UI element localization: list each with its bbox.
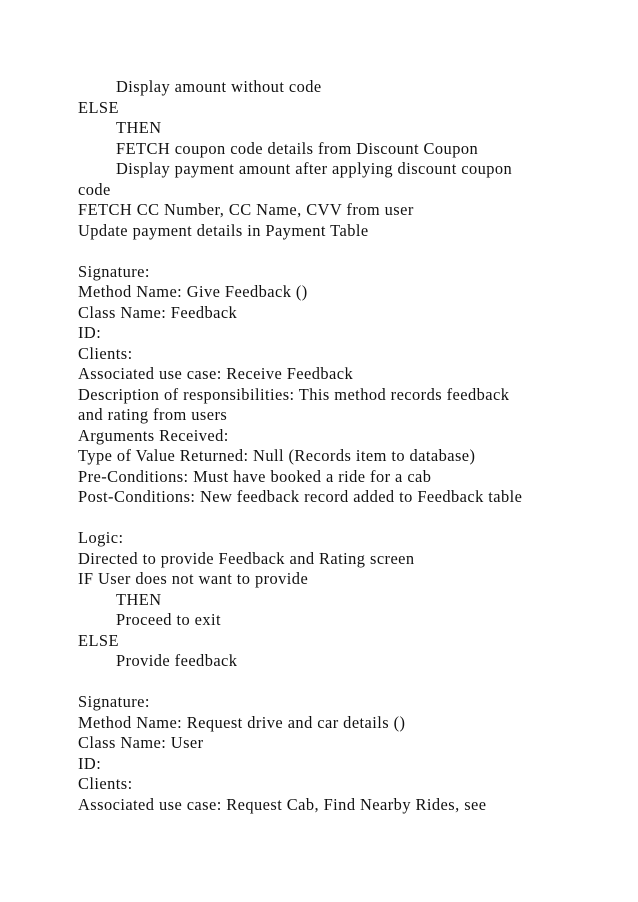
- text-line: Pre-Conditions: Must have booked a ride for a cab: [78, 466, 432, 486]
- text-line: Signature:: [78, 692, 150, 711]
- text-line: Clients:: [78, 774, 133, 793]
- text-line: ELSE: [78, 630, 119, 650]
- text-line: code: [78, 179, 111, 199]
- text-line: Display amount without code: [116, 77, 322, 96]
- text-line: Method Name: Request drive and car details (): [78, 712, 406, 732]
- document-body: [78, 77, 618, 815]
- text-line: FETCH coupon code details from Discount Coupon: [116, 138, 479, 158]
- text-line: Associated use case: Receive Feedback: [78, 364, 354, 383]
- text-line: FETCH CC Number, CC Name, CVV from user: [78, 200, 414, 219]
- text-line: Update payment details in Payment Table: [78, 220, 369, 240]
- blank-line: [78, 241, 618, 262]
- text-line: Logic:: [78, 528, 124, 547]
- text-line: Type of Value Returned: Null (Records item to database): [78, 446, 476, 465]
- text-line: Post-Conditions: New feedback record added to Feedback table: [78, 487, 523, 506]
- text-line: ID:: [78, 323, 102, 342]
- text-line: Description of responsibilities: This method records feedback: [78, 384, 510, 404]
- text-line: IF User does not want to provide: [78, 569, 309, 588]
- text-line: Arguments Received:: [78, 425, 229, 445]
- text-line: THEN: [116, 118, 162, 137]
- blank-line: [78, 508, 618, 529]
- text-line: Class Name: Feedback: [78, 302, 238, 322]
- text-line: Clients:: [78, 343, 133, 363]
- blank-line: [78, 672, 618, 693]
- text-line: Associated use case: Request Cab, Find Nearby Rides, see: [78, 794, 487, 814]
- text-line: ELSE: [78, 97, 119, 117]
- text-line: Display payment amount after applying discount coupon: [116, 159, 513, 178]
- text-line: Method Name: Give Feedback (): [78, 282, 308, 301]
- text-line: Directed to provide Feedback and Rating screen: [78, 548, 415, 568]
- text-line: Proceed to exit: [116, 610, 222, 629]
- text-line: ID:: [78, 753, 102, 773]
- text-line: and rating from users: [78, 405, 228, 424]
- text-line: Class Name: User: [78, 733, 204, 752]
- text-line: THEN: [116, 589, 162, 609]
- text-line: Provide feedback: [116, 651, 238, 670]
- text-line: Signature:: [78, 261, 150, 281]
